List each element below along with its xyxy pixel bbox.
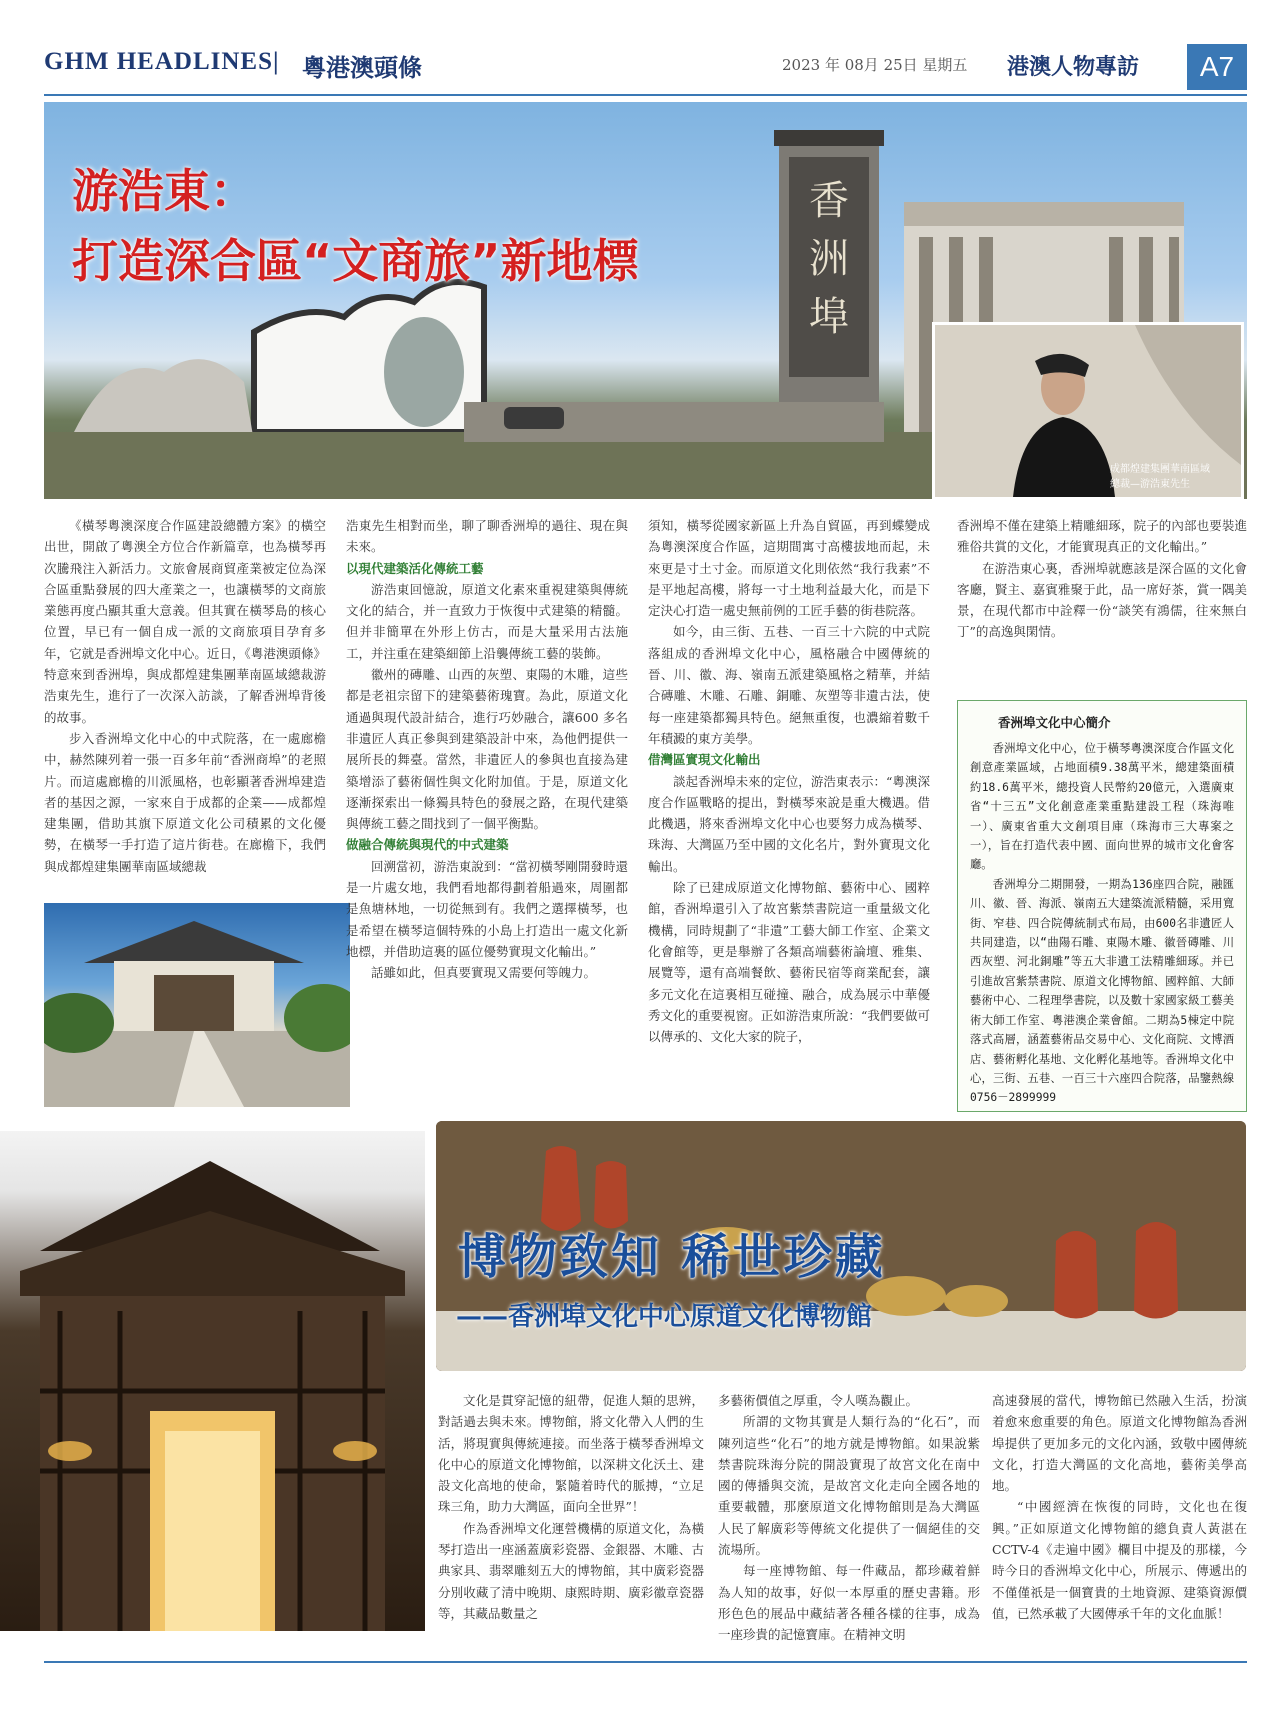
section-title: 港澳人物專訪 bbox=[1007, 55, 1140, 80]
portrait-caption bbox=[1110, 462, 1210, 492]
paragraph: 話雖如此，但真要實現又需要何等魄力。 bbox=[371, 965, 597, 981]
paragraph: 多藝術價值之厚重，令人嘆為觀止。 bbox=[718, 1393, 919, 1408]
paragraph: 除了已建成原道文化博物館、藝術中心、國粹館，香洲埠還引入了故宮紫禁書院這一重量級文化機構，同時規劃了“非遺”工藝大師工作室、企業文化會館等，更是舉辦了各類高端藝術論壇、雅集、展覽等，還有高端餐飲、藝術民宿等商業配套，讓多元文化在這裏相互碰撞、融合，成為展示中華優秀文化的重要視窗。正如游浩東所說：“我們要做可以傳承的、文化大家的院子， bbox=[648, 880, 930, 1045]
sidebar-body bbox=[970, 739, 1234, 1108]
paragraph: 作為香洲埠文化運營機構的原道文化，為橫琴打造出一座涵蓋廣彩瓷器、金銀器、木雕、古典家具、翡翠雕刻五大的博物館，其中廣彩瓷器分別收藏了清中晚期、康熙時期、廣彩徽章瓷器等，其藏品數量之 bbox=[438, 1520, 704, 1621]
sidebar-paragraph: 香洲埠分二期開發，一期為136座四合院，融匯川、徽、晉、海派、嶺南五大建築流派精髓，采用寬街、窄巷、四合院傳統制式布局，由600名非遺匠人共同建造，以“曲陽石雕、東陽木雕、徽晉磚雕、川西灰塑、河北銅雕”等五大非遺工法精雕細琢。并已引進故宮紫禁書院、原道文化博物館、國粹館、大師藝術中心、二程理學書院，以及數十家國家級工藝美術大師工作室、粵港澳企業會館。二期為5棟定中院落式高層，涵蓋藝術品交易中心、文化商院、文博酒店、藝術孵化基地、文化孵化基地等。香洲埠文化中心，三街、五巷、一百三十六座四合院落，品鑒熱線 0756－2899999 bbox=[970, 877, 1234, 1105]
paragraph: “中國經濟在恢復的同時，文化也在復興。”正如原道文化博物館的總負責人黃湛在CCTV-4《走遍中國》欄目中提及的那樣，今時今日的香洲埠文化中心，所展示、傳遞出的不僅僅祇是一個寶貴的土地資源、建築資源價值，已然承載了大國傳承千年的文化血脈！ bbox=[992, 1499, 1247, 1621]
paragraph: 游浩東回憶說，原道文化素來重視建築與傳統文化的結合，并一直致力于恢復中式建築的精髓。但并非簡單在外形上仿古，而是大量采用古法施工，并注重在建築細節上沿襲傳統工藝的裝飾。 bbox=[346, 581, 628, 661]
article-column-3 bbox=[648, 515, 930, 1047]
paragraph: 須知，橫琴從國家新區上升為自貿區，再到蝶變成為粵澳深度合作區，這期間寓寸高樓拔地而起，未來更是寸土寸金。而原道文化則依然“我行我素”不是平地起高樓，將每一寸土地利益最大化，而是下定決心打造一處史無前例的工匠手藝的街巷院落。 bbox=[648, 518, 930, 619]
portrait-caption-line2: 總裁—游浩東先生 bbox=[1110, 479, 1190, 490]
article-column-4 bbox=[957, 515, 1247, 643]
museum-headline: 博物致知 稀世珍藏 bbox=[458, 1229, 886, 1285]
headline bbox=[72, 156, 638, 296]
portrait-caption-line1: 成都煌建集團華南區域 bbox=[1110, 464, 1210, 475]
paragraph: 如今，由三街、五巷、一百三十六院的中式院落組成的香洲埠文化中心，風格融合中國傳統的晉、川、徽、海、嶺南五派建築風格之精華，并結合磚雕、木雕、石雕、銅雕、灰塑等非遺古法，使每一座建築都獨具特色。絕無重復，也濃縮着數千年積澱的東方美學。 bbox=[648, 624, 930, 746]
page-number-badge: A7 bbox=[1187, 44, 1247, 90]
building-illustration bbox=[0, 1131, 425, 1631]
paragraph: 《橫琴粵澳深度合作區建設總體方案》的橫空出世，開啟了粵澳全方位合作新篇章，也為橫琴再次騰飛注入新活力。文旅會展商貿產業被定位為深合區重點發展的四大產業之一，也讓橫琴的文商旅業態再度凸顯其重大意義。但其實在橫琴島的核心位置，早已有一個自成一派的文商旅項目孕育多年，它就是香洲埠文化中心。近日，《粵港澳頭條》特意來到香洲埠，與成都煌建集團華南區域總裁游浩東先生，進行了一次深入訪談，了解香洲埠背後的故事。 bbox=[44, 518, 326, 725]
article-column-1 bbox=[44, 515, 326, 877]
night-building-photo bbox=[0, 1131, 425, 1631]
headline-line2: 打造深合區“文商旅”新地標 bbox=[72, 234, 639, 288]
museum-column-2 bbox=[718, 1390, 980, 1646]
masthead-brand: GHM HEADLINES| bbox=[44, 48, 280, 75]
subheading-bay-area: 借灣區實現文化輸出 bbox=[648, 752, 761, 768]
gate-sign: 香洲埠 bbox=[809, 178, 849, 340]
paragraph: 徽州的磚雕、山西的灰塑、東陽的木雕，這些都是老祖宗留下的建築藝術瑰寶。為此，原道文化通過與現代設計結合，進行巧妙融合，讓600 多名非遺匠人真正參與到建築設計中來，為他們提供一展所長的舞臺。當然，非遺匠人的參與也直接為建築增添了藝術個性與文化附加值。于是，原道文化逐漸探索出一條獨具特色的發展之路，在現代建築與傳統工藝之間找到了一個平衡點。 bbox=[346, 667, 628, 832]
sidebar-title: 香洲埠文化中心簡介 bbox=[998, 715, 1111, 730]
subheading-fusion: 做融合傳統與現代的中式建築 bbox=[346, 837, 509, 853]
paragraph: 每一座博物館、每一件藏品，都珍藏着鮮為人知的故事，好似一本厚重的歷史書籍。形形色色的展品中藏結著各種各樣的往事，成為一座珍貴的記憶寶庫。在精神文明 bbox=[718, 1563, 980, 1643]
subheading-craft: 以現代建築活化傳統工藝 bbox=[346, 560, 484, 576]
issue-date: 2023 年 08月 25日 星期五 bbox=[782, 56, 968, 74]
paragraph: 文化是貫穿記憶的紐帶，促進人類的思辨，對話過去與未來。博物館，將文化帶入人們的生活，將現實與傳統連接。而坐落于橫琴香洲埠文化中心的原道文化博物館，以深耕文化沃土、建設文化高地的使命，緊隨着時代的脈搏，“立足珠三角，助力大灣區，面向全世界”！ bbox=[438, 1393, 704, 1515]
museum-column-1 bbox=[438, 1390, 704, 1624]
paragraph: 回溯當初，游浩東說到：“當初橫琴剛開發時還是一片處女地，我們看地都得劃着船過來，周圍都是魚塘林地，一切從無到有。我們之選擇橫琴，也是希望在橫琴這個特殊的小島上打造出一處文化新地標，并借助這裏的區位優勢實現文化輸出。” bbox=[346, 858, 628, 959]
museum-subheadline: ——香洲埠文化中心原道文化博物館 bbox=[456, 1302, 873, 1332]
header-rule bbox=[44, 94, 1247, 96]
headline-line1: 游浩東： bbox=[72, 164, 256, 218]
courtyard-illustration bbox=[44, 903, 350, 1107]
paragraph: 在游浩東心裏，香洲埠就應該是深合區的文化會客廳，賢主、嘉賓雅聚于此，品一席好茶，賞一隅美景，在現代都市中詮釋一份“談笑有鴻儒，往來無白丁”的高逸與閑情。 bbox=[957, 560, 1247, 640]
paragraph: 談起香洲埠未來的定位，游浩東表示：“粵澳深度合作區戰略的提出，對橫琴來說是重大機遇。借此機遇，將來香洲埠文化中心也要努力成為橫琴、珠海、大灣區乃至中國的文化名片，對外實現文化輸出。 bbox=[648, 773, 930, 874]
info-sidebar bbox=[957, 700, 1247, 1112]
paragraph: 香洲埠不僅在建築上精雕細琢，院子的內部也要裝進雅俗共賞的文化，才能實現真正的文化輸出。” bbox=[957, 518, 1247, 555]
museum-column-3 bbox=[992, 1390, 1247, 1624]
footer-rule bbox=[44, 1661, 1247, 1663]
courtyard-photo bbox=[44, 903, 350, 1107]
paragraph: 浩東先生相對而坐，聊了聊香洲埠的過往、現在與未來。 bbox=[346, 518, 628, 555]
sidebar-paragraph: 香洲埠文化中心，位于橫琴粵澳深度合作區文化創意產業區域，占地面積9.38萬平米，總建築面積約18.6萬平米，總投資人民幣約20億元，入選廣東省“十三五”文化創意產業重點建設工程（珠海唯一）、廣東省重大文創項目庫（珠海市三大專案之一），旨在打造代表中國、面向世界的城市文化會客廳。 bbox=[970, 742, 1234, 872]
masthead-brand-cn: 粵港澳頭條 bbox=[302, 54, 422, 82]
paragraph: 步入香洲埠文化中心的中式院落，在一處廊檐中，赫然陳列着一張一百多年前“香洲商埠”的老照片。而這處廊檐的川派風格，也彰顯著香洲埠建造者的基因之源，一家來自于成都的企業——成都煌建集團，借助其旗下原道文化公司積累的文化優勢，在橫琴一手打造了這片街巷。在廊檐下，我們與成都煌建集團華南區域總裁 bbox=[44, 730, 326, 874]
paragraph: 所謂的文物其實是人類行為的“化石”，而陳列這些“化石”的地方就是博物館。如果說紫禁書院珠海分院的開設實現了故宮文化在南中國的傳播與交流，是故宮文化走向全國各地的重要載體，那麼原道文化博物館則是為大灣區人民了解廣彩等傳統文化提供了一個絕佳的交流場所。 bbox=[718, 1414, 980, 1558]
paragraph: 高速發展的當代，博物館已然融入生活，扮演着愈來愈重要的角色。原道文化博物館為香洲埠提供了更加多元的文化內涵，致敬中國傳統文化，打造大灣區的文化高地，藝術美學高地。 bbox=[992, 1393, 1247, 1494]
article-column-2 bbox=[346, 515, 628, 984]
